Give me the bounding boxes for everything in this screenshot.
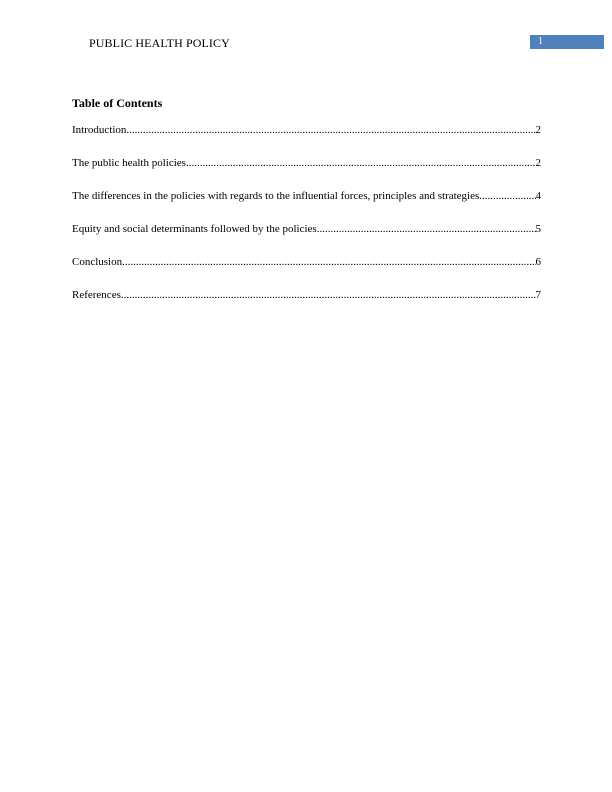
toc-dot-leader (122, 255, 535, 269)
toc-entry-introduction[interactable] (72, 123, 541, 156)
page-number-box (530, 35, 604, 49)
toc-entry-title: Equity and social determinants followed by the policies (72, 223, 317, 235)
toc-entry-conclusion[interactable] (72, 255, 541, 288)
toc-dot-leader (317, 222, 536, 236)
toc-entry-page: 5 (535, 223, 541, 235)
toc-entry-page: 4 (535, 190, 541, 202)
toc-entry-page: 2 (535, 157, 541, 169)
toc-entry-page: 6 (535, 256, 541, 268)
toc-entry-title: Introduction (72, 124, 127, 136)
toc-dot-leader (126, 123, 535, 137)
toc-entry-title: The public health policies (72, 157, 186, 169)
toc-entry-title: The differences in the policies with regards to the influential forces, principles and strategies (72, 190, 480, 202)
table-of-contents (72, 123, 541, 321)
running-head: PUBLIC HEALTH POLICY (89, 36, 230, 50)
toc-dot-leader (186, 156, 536, 170)
toc-entry-public-health-policies[interactable] (72, 156, 541, 189)
toc-entry-policy-differences[interactable] (72, 189, 541, 222)
toc-entry-title: Conclusion (72, 256, 123, 268)
toc-entry-page: 7 (535, 289, 541, 301)
toc-dot-leader (121, 288, 536, 302)
toc-entry-title: References (72, 289, 121, 301)
toc-heading: Table of Contents (72, 96, 163, 110)
toc-entry-references[interactable] (72, 288, 541, 321)
toc-entry-equity-social-determinants[interactable] (72, 222, 541, 255)
toc-dot-leader (479, 189, 535, 203)
page-number: 1 (538, 36, 543, 47)
toc-entry-page: 2 (535, 124, 541, 136)
